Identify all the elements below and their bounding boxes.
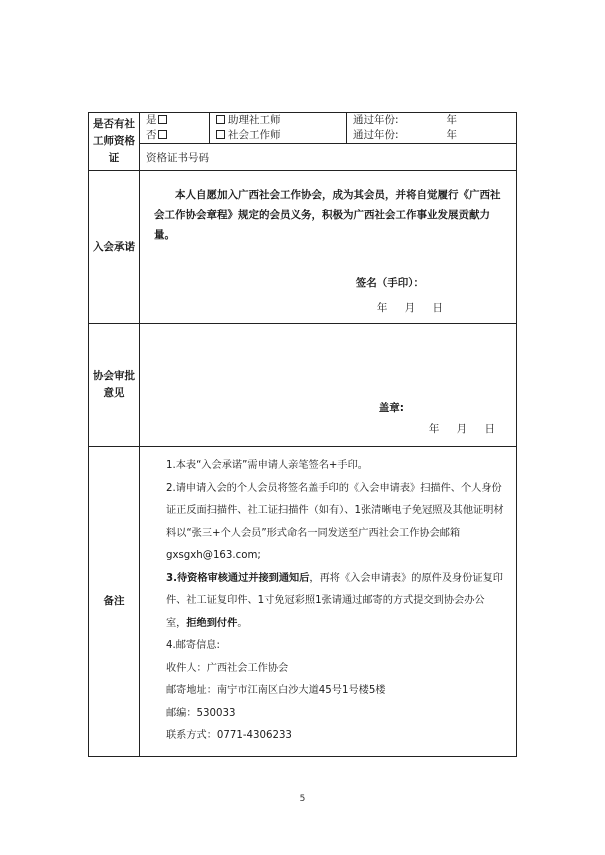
remarks-label: 备注 — [89, 447, 140, 757]
signature-label: 签名（手印）： — [355, 277, 424, 289]
remark-item-3 — [166, 568, 504, 636]
pass-year-cell — [347, 113, 517, 144]
assistant-social-worker-checkbox[interactable] — [216, 115, 225, 124]
pledge-text: 本人自愿加入广西社会工作协会，成为其会员，并将自觉履行《广西社会工作协会章程》规定的会员义务，积极为广西社会工作事业发展贡献力量。 — [154, 189, 501, 241]
pass-year-label: 通过年份: — [353, 129, 399, 141]
remark-item-3-text: ，再将《入会申请表》的原件及身份证复印件、社工证复印件、1寸免冠彩照1张请通过邮寄的方式提交到协会办公室， — [166, 572, 503, 629]
remark-item-3-end: 。 — [237, 617, 248, 629]
pledge-row — [89, 171, 517, 324]
yes-checkbox[interactable] — [158, 115, 167, 124]
remark-item-3-bold2: 拒绝到付件 — [186, 617, 238, 629]
qualification-label: 是否有社工师资格证 — [89, 113, 140, 171]
assistant-social-worker-label: 助理社工师 — [228, 114, 281, 126]
cert-type-cell — [210, 113, 347, 144]
postcode-line: 邮编：530033 — [166, 707, 236, 719]
contact-line: 联系方式：0771-4306233 — [166, 730, 292, 741]
yes-no-cell — [140, 113, 210, 144]
membership-form-table — [88, 112, 517, 757]
qualification-options-row — [89, 113, 517, 144]
page-number: 5 — [299, 794, 306, 804]
recipient-line: 收件人：广西社会工作协会 — [166, 662, 289, 674]
cert-number-row — [89, 144, 517, 171]
approval-cell[interactable] — [140, 324, 517, 447]
remark-item-3-bold: 3.待资格审核通过并接到通知后 — [166, 572, 310, 584]
approval-label: 协会审批意见 — [89, 324, 140, 447]
year-unit: 年 — [446, 129, 458, 141]
remark-item-2: 2.请申请入会的个人会员将签名盖手印的《入会申请表》扫描件、个人身份证正反面扫描件、社工证扫描件（如有）、1张清晰电子免冠照及其他证明材料以“张三+个人会员”形式命名一同发送至广西社会工作协会邮箱gxsgxh@163.com; — [166, 482, 504, 561]
no-label: 否 — [146, 129, 157, 141]
pass-year-label: 通过年份: — [353, 114, 399, 126]
address-line: 邮寄地址：南宁市江南区白沙大道45号1号楼5楼 — [166, 685, 386, 696]
remark-item-4: 4.邮寄信息: — [166, 640, 220, 651]
seal-label: 盖章: — [378, 402, 404, 414]
remark-item-1: 1.本表“入会承诺”需申请人亲笔签名+手印。 — [166, 460, 368, 471]
year-unit: 年 — [446, 114, 458, 126]
remarks-row — [89, 447, 517, 757]
social-worker-label: 社会工作师 — [228, 129, 281, 141]
cert-number-label: 资格证书号码 — [146, 151, 209, 164]
cert-number-cell[interactable] — [140, 144, 517, 171]
approval-date: 年 月 日 — [428, 423, 498, 435]
remarks-cell — [140, 447, 517, 757]
pledge-date: 年 月 日 — [376, 302, 446, 314]
no-checkbox[interactable] — [158, 130, 167, 139]
pledge-label: 入会承诺 — [89, 171, 140, 324]
approval-row — [89, 324, 517, 447]
yes-label: 是 — [146, 114, 157, 126]
pledge-cell — [140, 171, 517, 324]
social-worker-checkbox[interactable] — [216, 130, 225, 139]
